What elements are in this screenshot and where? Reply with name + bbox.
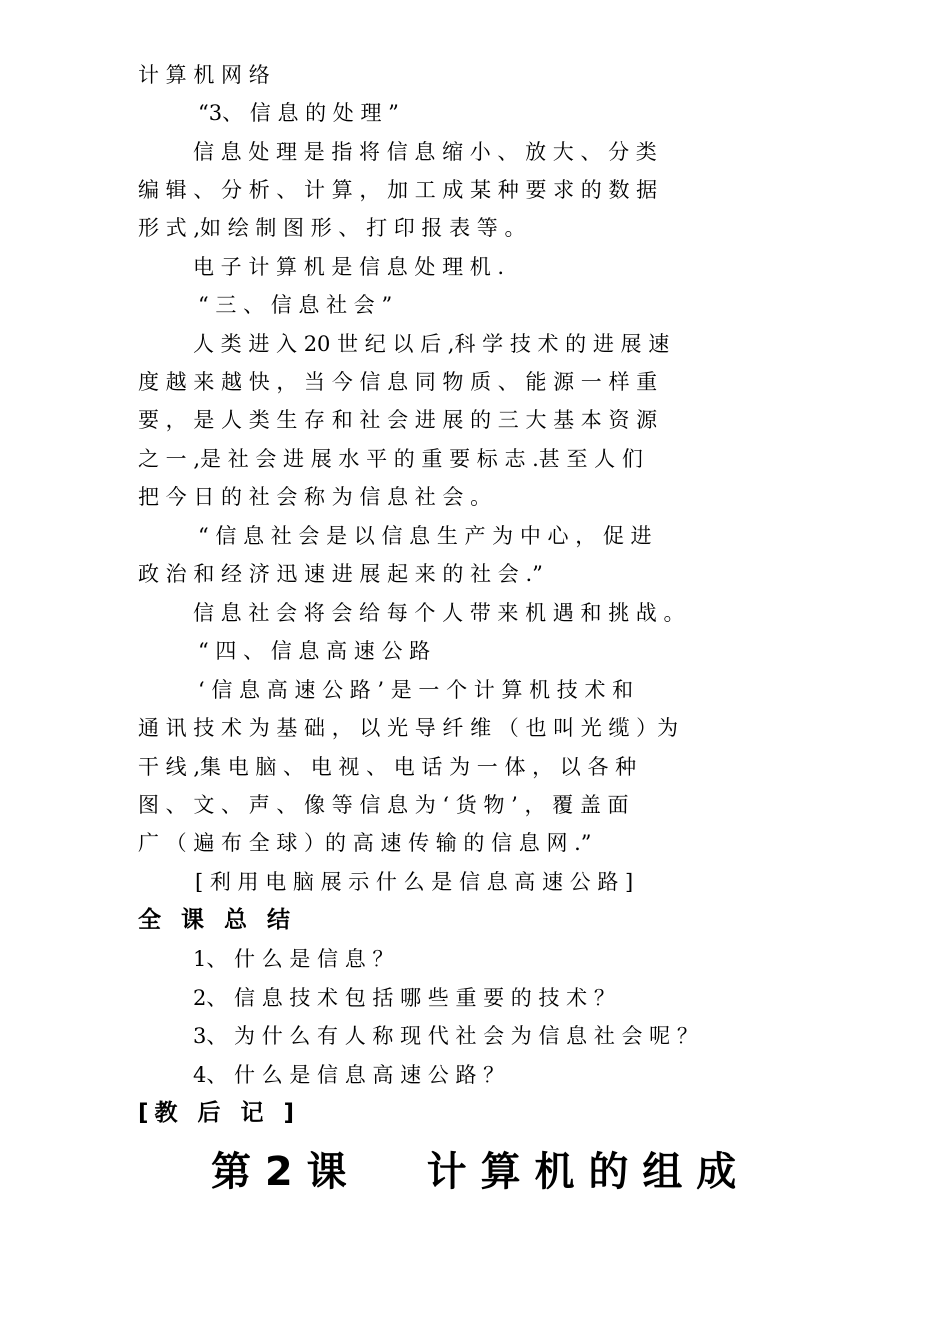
text-line: 信 息 处 理 是 指 将 信 息 缩 小 、 放 大 、 分 类 bbox=[193, 140, 657, 164]
afterword-heading: [教 后 记 ] bbox=[138, 1100, 301, 1126]
summary-item: 3、 为 什 么 有 人 称 现 代 社 会 为 信 息 社 会 呢 ？ bbox=[193, 1024, 698, 1048]
text-line: 形 式 ,如 绘 制 图 形 、 打 印 报 表 等 。 bbox=[138, 216, 526, 240]
summary-item: 1、 什 么 是 信 息 ？ bbox=[193, 947, 394, 971]
text-line: 人 类 进 入 20 世 纪 以 后 ,科 学 技 术 的 进 展 速 bbox=[193, 332, 670, 356]
text-line: 编 辑 、 分 析 、 计 算 ， 加 工 成 某 种 要 求 的 数 据 bbox=[138, 178, 658, 202]
section-heading: “ 三 、 信 息 社 会 ” bbox=[198, 293, 393, 317]
section-heading: “ 四 、 信 息 高 速 公 路 bbox=[198, 639, 431, 663]
text-line: 把 今 日 的 社 会 称 为 信 息 社 会 。 bbox=[138, 485, 492, 509]
text-line: 计 算 机 网 络 bbox=[138, 63, 270, 87]
summary-heading: 全 课 总 结 bbox=[138, 907, 297, 933]
text-line: 信 息 社 会 将 会 给 每 个 人 带 来 机 遇 和 挑 战 。 bbox=[193, 601, 685, 625]
text-line: 电 子 计 算 机 是 信 息 处 理 机 . bbox=[193, 255, 505, 279]
section-heading: “3、 信 息 的 处 理 ” bbox=[198, 101, 399, 125]
text-line: 政 治 和 经 济 迅 速 进 展 起 来 的 社 会 .” bbox=[138, 562, 543, 586]
lesson-title: 第 2 课 计 算 机 的 组 成 bbox=[211, 1149, 737, 1195]
text-line: 图 、 文 、 声 、 像 等 信 息 为 ‘ 货 物 ’ ， 覆 盖 面 bbox=[138, 793, 629, 817]
text-line: 干 线 ,集 电 脑 、 电 视 、 电 话 为 一 体 ， 以 各 种 bbox=[138, 755, 637, 779]
text-line: “ 信 息 社 会 是 以 信 息 生 产 为 中 心 ， 促 进 bbox=[198, 524, 652, 548]
text-line: 通 讯 技 术 为 基 础 ， 以 光 导 纤 维 （ 也 叫 光 缆 ）为 bbox=[138, 716, 679, 740]
text-line: 要 ， 是 人 类 生 存 和 社 会 进 展 的 三 大 基 本 资 源 bbox=[138, 408, 658, 432]
text-line: 之 一 ,是 社 会 进 展 水 平 的 重 要 标 志 .甚 至 人 们 bbox=[138, 447, 643, 471]
summary-item: 4、 什 么 是 信 息 高 速 公 路 ？ bbox=[193, 1063, 505, 1087]
summary-item: 2、 信 息 技 术 包 括 哪 些 重 要 的 技 术 ？ bbox=[193, 986, 615, 1010]
text-line: [ 利 用 电 脑 展 示 什 么 是 信 息 高 速 公 路 ] bbox=[195, 870, 634, 894]
text-line: 度 越 来 越 快 ， 当 今 信 息 同 物 质 、 能 源 一 样 重 bbox=[138, 370, 658, 394]
text-line: ‘ 信 息 高 速 公 路 ’ 是 一 个 计 算 机 技 术 和 bbox=[198, 678, 634, 702]
text-line: 广 （ 遍 布 全 球 ）的 高 速 传 输 的 信 息 网 .” bbox=[138, 831, 592, 855]
